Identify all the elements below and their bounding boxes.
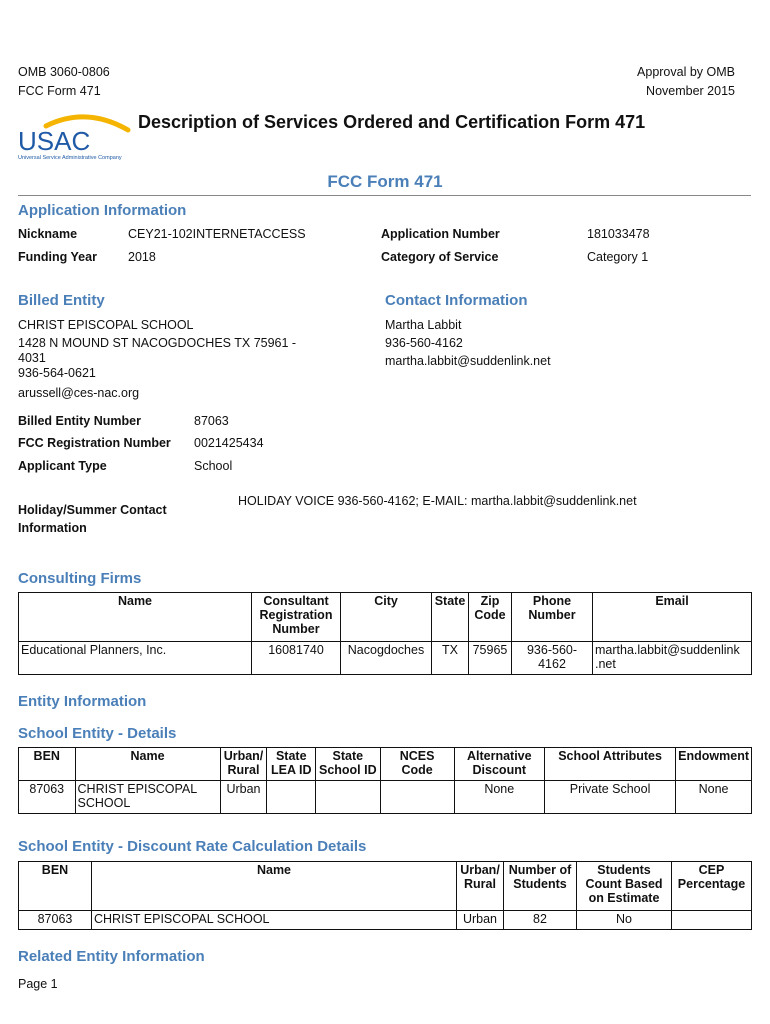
col-alt-discount: Alternative Discount — [454, 748, 544, 781]
nickname-label: Nickname — [18, 227, 78, 241]
cell-alt-discount: None — [454, 781, 544, 814]
cell-state-school-id — [316, 781, 380, 814]
col-city: City — [341, 593, 432, 642]
col-name: Name — [75, 748, 220, 781]
col-nces-code: NCES Code — [380, 748, 454, 781]
table-header-row — [19, 748, 752, 781]
col-endowment: Endowment — [676, 748, 752, 781]
nickname-value: CEY21-102INTERNETACCESS — [128, 227, 306, 241]
cell-ben: 87063 — [19, 911, 92, 930]
form-number: FCC Form 471 — [18, 84, 101, 98]
svg-text:Universal Service Administrati: Universal Service Administrative Company — [18, 155, 122, 161]
table-row — [19, 781, 752, 814]
holiday-label-1: Holiday/Summer Contact — [18, 503, 167, 517]
svg-text:USAC: USAC — [18, 126, 91, 156]
cos-value: Category 1 — [587, 250, 649, 264]
form-date: November 2015 — [646, 84, 735, 98]
page-number: Page 1 — [18, 977, 58, 991]
table-header-row — [19, 862, 752, 911]
cell-reg: 16081740 — [252, 642, 341, 675]
col-school-attributes: School Attributes — [544, 748, 675, 781]
table-header-row — [19, 593, 752, 642]
fy-label: Funding Year — [18, 250, 97, 264]
col-state-school-id: State School ID — [316, 748, 380, 781]
contact-heading: Contact Information — [385, 292, 528, 309]
omb-number: OMB 3060-0806 — [18, 65, 110, 79]
applicant-type-label: Applicant Type — [18, 459, 107, 473]
form-subtitle: FCC Form 471 — [327, 172, 443, 191]
cell-nces-code — [380, 781, 454, 814]
cell-email: martha.labbit@suddenlink .net — [593, 642, 752, 675]
cell-phone: 936-560-4162 — [512, 642, 593, 675]
related-heading: Related Entity Information — [18, 948, 205, 965]
consulting-heading: Consulting Firms — [18, 570, 142, 587]
page-title: Description of Services Ordered and Certification Form 471 — [138, 112, 646, 132]
cell-urban-rural: Urban — [457, 911, 504, 930]
cell-endowment: None — [676, 781, 752, 814]
appno-label: Application Number — [381, 227, 500, 241]
billed-email: arussell@ces-nac.org — [18, 386, 140, 400]
entity-heading: Entity Information — [18, 693, 147, 710]
table-row — [19, 911, 752, 930]
fy-value: 2018 — [128, 250, 156, 264]
header-divider — [18, 195, 751, 196]
col-phone: Phone Number — [512, 593, 593, 642]
billed-address-2: 4031 — [18, 351, 46, 365]
col-name: Name — [19, 593, 252, 642]
col-ben: BEN — [19, 748, 76, 781]
school-details-table — [18, 747, 752, 814]
cos-label: Category of Service — [381, 250, 499, 264]
ben-label: Billed Entity Number — [18, 414, 141, 428]
col-urban-rural: Urban/ Rural — [220, 748, 267, 781]
billed-phone: 936-564-0621 — [18, 366, 96, 380]
billed-address-1: 1428 N MOUND ST NACOGDOCHES TX 75961 - — [18, 336, 297, 350]
applicant-type-value: School — [194, 459, 233, 473]
ben-value: 87063 — [194, 414, 229, 428]
cell-urban-rural: Urban — [220, 781, 267, 814]
col-email: Email — [593, 593, 752, 642]
cell-cep — [672, 911, 752, 930]
table-row — [19, 642, 752, 675]
col-state: State — [432, 593, 469, 642]
frn-label: FCC Registration Number — [18, 436, 171, 450]
col-ben: BEN — [19, 862, 92, 911]
cell-students-count: No — [577, 911, 672, 930]
col-zip: Zip Code — [469, 593, 512, 642]
cell-name: CHRIST EPISCOPAL SCHOOL — [75, 781, 220, 814]
application-heading: Application Information — [18, 202, 187, 219]
cell-school-attributes: Private School — [544, 781, 675, 814]
cell-name: Educational Planners, Inc. — [19, 642, 252, 675]
holiday-contact-value: HOLIDAY VOICE 936-560-4162; E-MAIL: martha.labbit@suddenlink.net — [238, 494, 637, 508]
discount-heading: School Entity - Discount Rate Calculation Details — [18, 838, 367, 855]
usac-logo — [16, 112, 136, 162]
cell-zip: 75965 — [469, 642, 512, 675]
billed-entity-heading: Billed Entity — [18, 292, 105, 309]
cell-state-lea-id — [267, 781, 316, 814]
cell-name: CHRIST EPISCOPAL SCHOOL — [92, 911, 457, 930]
cell-num-students: 82 — [504, 911, 577, 930]
frn-value: 0021425434 — [194, 436, 264, 450]
consulting-table — [18, 592, 752, 675]
col-num-students: Number of Students — [504, 862, 577, 911]
billed-name: CHRIST EPISCOPAL SCHOOL — [18, 318, 194, 332]
contact-name: Martha Labbit — [385, 318, 462, 332]
contact-phone: 936-560-4162 — [385, 336, 463, 350]
discount-table — [18, 861, 752, 930]
col-state-lea-id: State LEA ID — [267, 748, 316, 781]
school-details-heading: School Entity - Details — [18, 725, 177, 742]
col-students-count: Students Count Based on Estimate — [577, 862, 672, 911]
cell-ben: 87063 — [19, 781, 76, 814]
cell-state: TX — [432, 642, 469, 675]
omb-approval: Approval by OMB — [637, 65, 735, 79]
holiday-label-2: Information — [18, 521, 87, 535]
cell-city: Nacogdoches — [341, 642, 432, 675]
contact-email: martha.labbit@suddenlink.net — [385, 354, 551, 368]
col-name: Name — [92, 862, 457, 911]
col-cep: CEP Percentage — [672, 862, 752, 911]
col-urban-rural: Urban/ Rural — [457, 862, 504, 911]
appno-value: 181033478 — [587, 227, 650, 241]
col-consultant-reg: Consultant Registration Number — [252, 593, 341, 642]
